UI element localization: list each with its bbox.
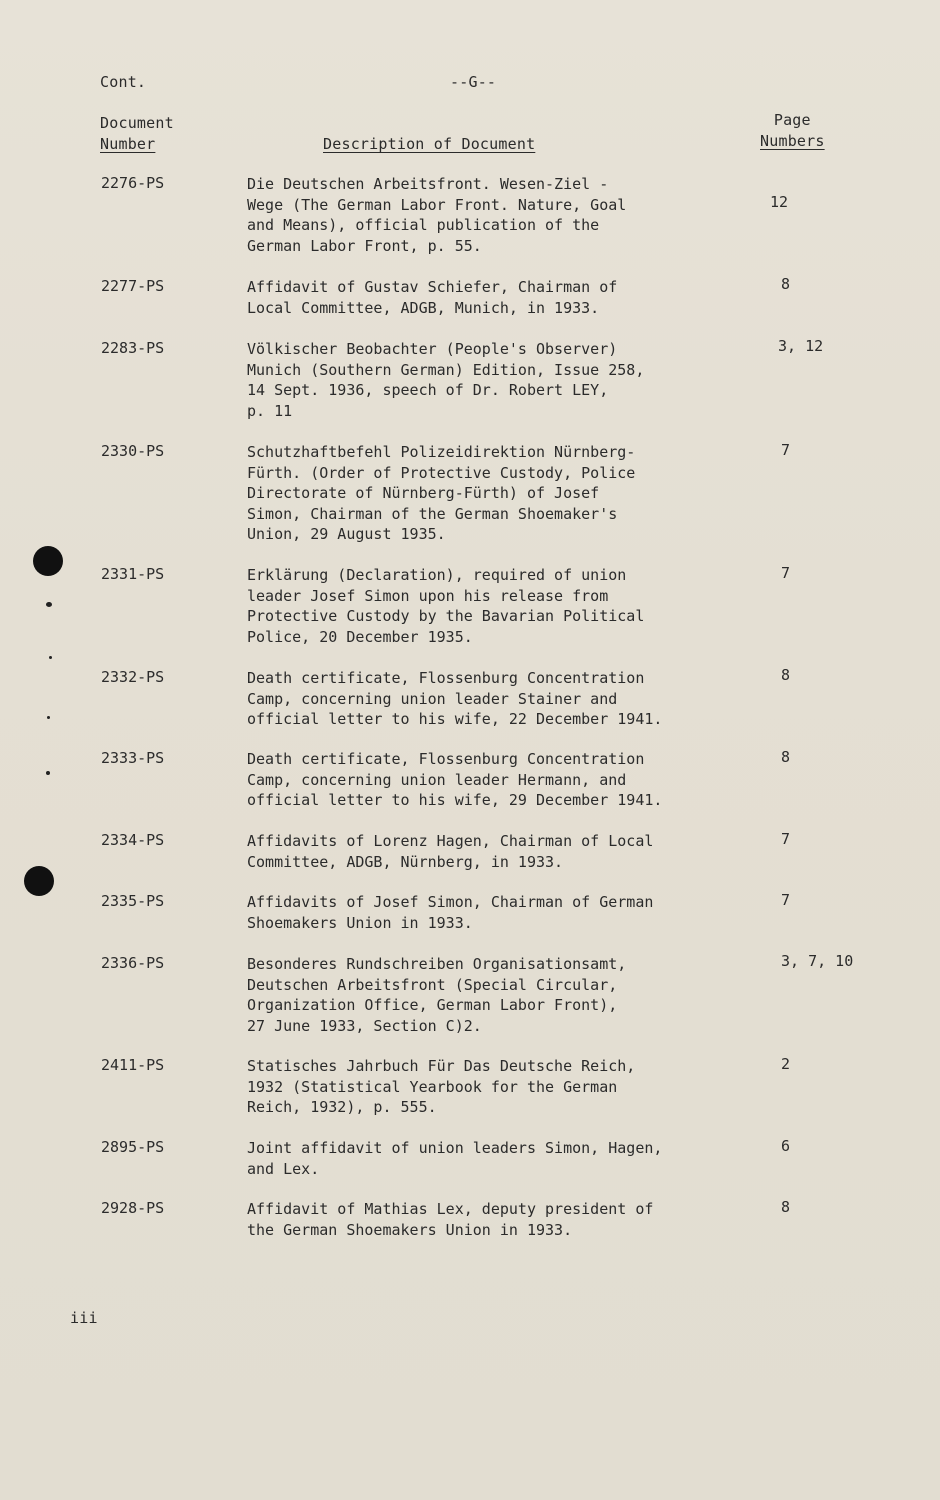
section-letter: --G-- <box>450 73 497 91</box>
speck <box>47 716 50 719</box>
document-description: Death certificate, Flossenburg Concentration Camp, concerning union leader Stainer and official letter to his wife, 22 December 1941. <box>247 669 663 729</box>
speck <box>46 602 52 607</box>
document-number: 2331-PS <box>101 565 165 583</box>
page-numbers: 8 <box>781 275 791 293</box>
page-numbers: 7 <box>781 891 791 909</box>
document-number: 2330-PS <box>101 442 165 460</box>
document-number: 2276-PS <box>101 174 165 192</box>
page-numbers: 7 <box>781 564 791 582</box>
document-description: Schutzhaftbefehl Polizeidirektion Nürnberg- Fürth. (Order of Protective Custody, Police Directorate of Nürnberg-Fürth) of Josef Simon, Chairman of the German Shoemaker's Union, 29 August 1935. <box>247 443 636 544</box>
punch-hole <box>33 546 63 576</box>
page-number-footer: iii <box>70 1309 98 1327</box>
column-header-document-number <box>100 113 174 154</box>
document-description: Affidavit of Mathias Lex, deputy president of the German Shoemakers Union in 1933. <box>247 1200 654 1239</box>
page-numbers: 3, 7, 10 <box>781 952 854 970</box>
column-header-page-numbers <box>760 110 825 151</box>
document-number: 2283-PS <box>101 339 165 357</box>
speck <box>49 656 52 659</box>
page-numbers: 7 <box>781 441 791 459</box>
column-header-document-number-line1: Document <box>100 114 174 132</box>
page-numbers: 8 <box>781 1198 791 1216</box>
document-number: 2334-PS <box>101 831 165 849</box>
document-description: Affidavits of Lorenz Hagen, Chairman of Local Committee, ADGB, Nürnberg, in 1933. <box>247 832 654 871</box>
document-number: 2333-PS <box>101 749 165 767</box>
document-description: Besonderes Rundschreiben Organisationsamt, Deutschen Arbeitsfront (Special Circular, Organization Office, German Labor Front), 27 June 1933, Section C)2. <box>247 955 627 1035</box>
document-number: 2277-PS <box>101 277 165 295</box>
column-header-page-numbers-line2: Numbers <box>760 131 825 150</box>
document-number: 2335-PS <box>101 892 165 910</box>
document-number: 2336-PS <box>101 954 165 972</box>
speck <box>46 771 50 775</box>
document-number: 2332-PS <box>101 668 165 686</box>
continuation-label: Cont. <box>100 73 147 91</box>
document-description: Joint affidavit of union leaders Simon, Hagen, and Lex. <box>247 1139 663 1178</box>
page-numbers: 7 <box>781 830 791 848</box>
column-header-document-number-line2: Number <box>100 134 156 153</box>
document-description: Völkischer Beobachter (People's Observer) Munich (Southern German) Edition, Issue 258, 14 Sept. 1936, speech of Dr. Robert LEY, p. 11 <box>247 340 645 420</box>
document-description: Die Deutschen Arbeitsfront. Wesen-Ziel - Wege (The German Labor Front. Nature, Goal and Means), official publication of the German Labor Front, p. 55. <box>247 175 627 255</box>
document-number: 2895-PS <box>101 1138 165 1156</box>
document-number: 2411-PS <box>101 1056 165 1074</box>
page-numbers: 6 <box>781 1137 791 1155</box>
page-numbers: 2 <box>781 1055 791 1073</box>
document-description: Erklärung (Declaration), required of union leader Josef Simon upon his release from Protective Custody by the Bavarian Political Police, 20 December 1935. <box>247 566 645 646</box>
document-description: Affidavits of Josef Simon, Chairman of German Shoemakers Union in 1933. <box>247 893 654 932</box>
column-header-page-numbers-line1: Page <box>773 111 811 129</box>
page-numbers: 3, 12 <box>778 337 824 355</box>
page-numbers: 12 <box>770 193 789 211</box>
document-number: 2928-PS <box>101 1199 165 1217</box>
page-numbers: 8 <box>781 666 791 684</box>
page-numbers: 8 <box>781 748 791 766</box>
document-description: Death certificate, Flossenburg Concentration Camp, concerning union leader Hermann, and official letter to his wife, 29 December 1941. <box>247 750 663 810</box>
document-description: Affidavit of Gustav Schiefer, Chairman of Local Committee, ADGB, Munich, in 1933. <box>247 278 618 317</box>
column-header-description: Description of Document <box>323 135 536 153</box>
document-description: Statisches Jahrbuch Für Das Deutsche Reich, 1932 (Statistical Yearbook for the German Reich, 1932), p. 555. <box>247 1057 636 1117</box>
punch-hole <box>24 866 54 896</box>
